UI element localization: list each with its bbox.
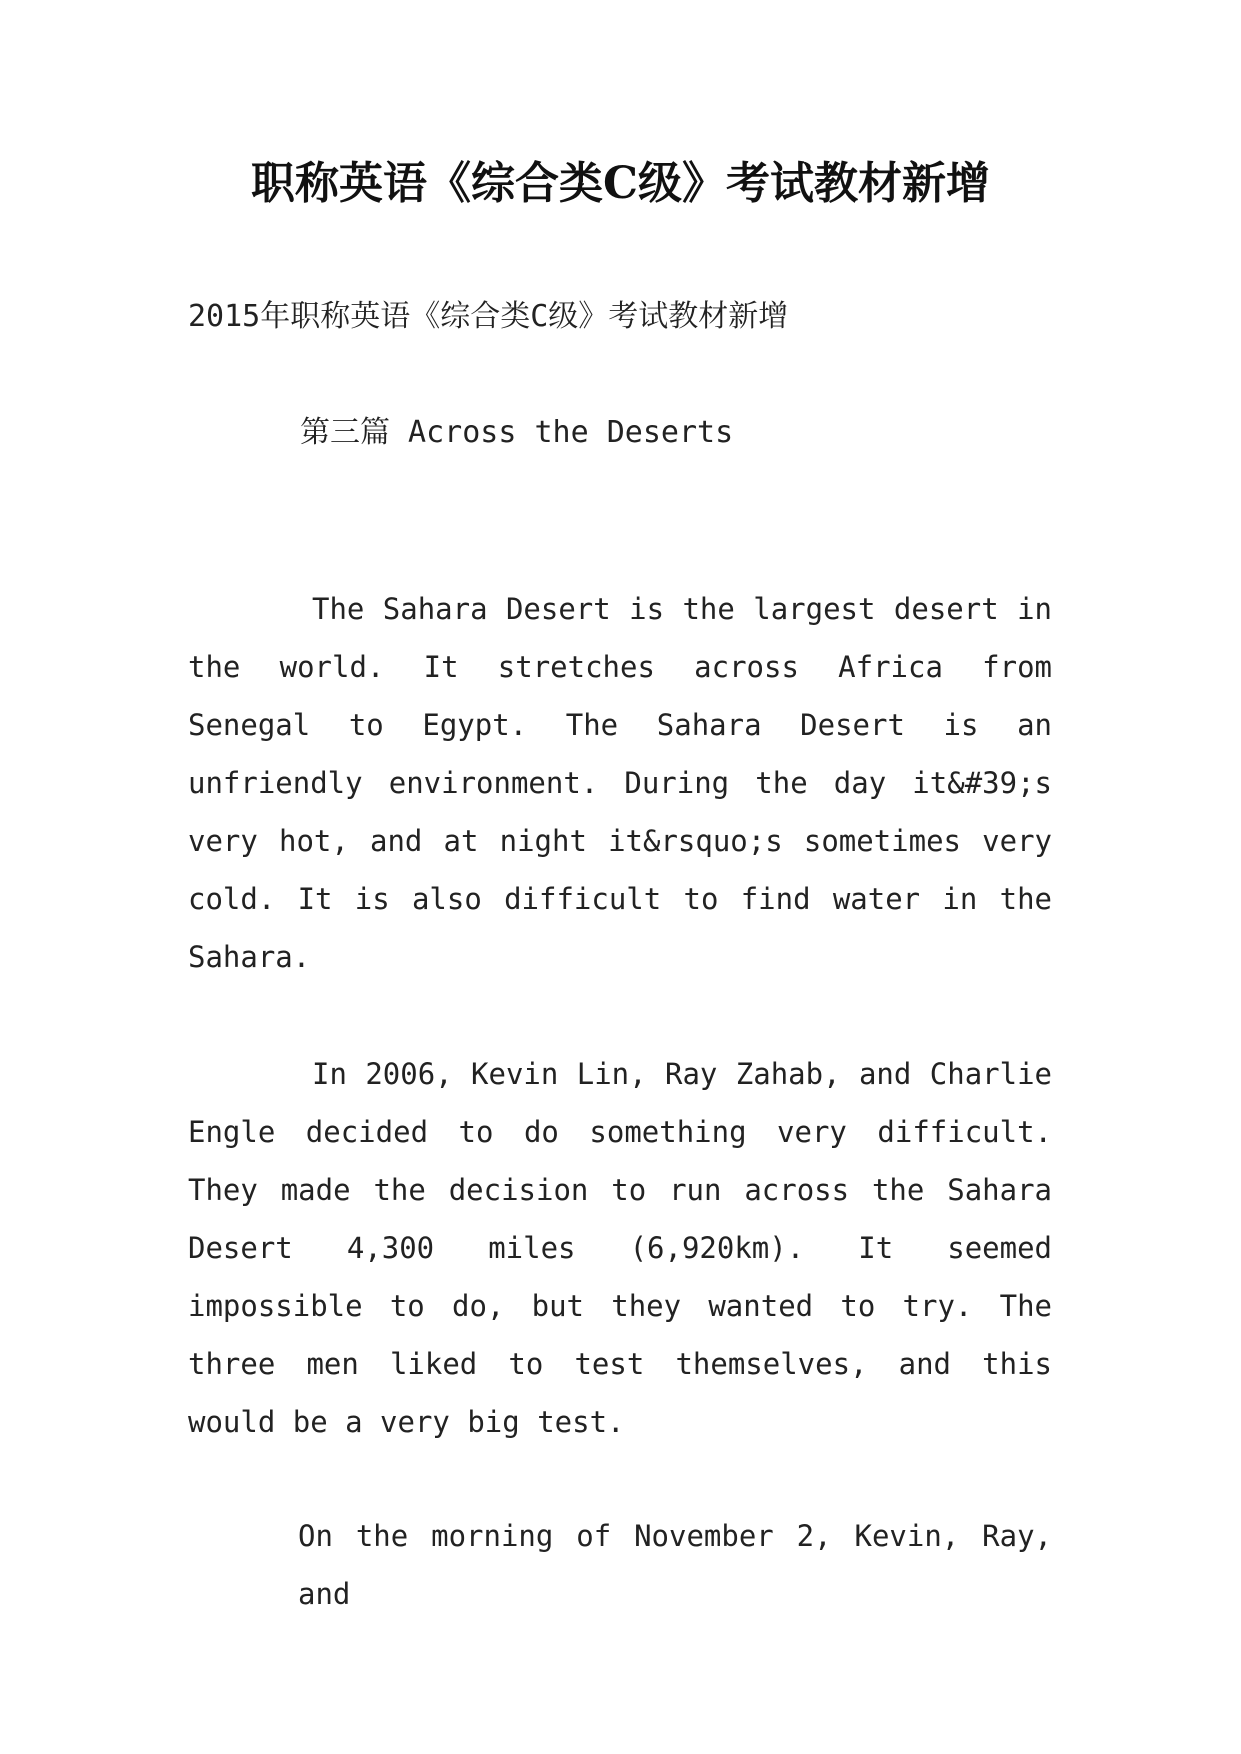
body-paragraph-1: The Sahara Desert is the largest desert in the world. It stretches across Africa from Senegal to Egypt. The Sahara Desert is an unfriendly environment. During the day it&#39;s very hot, and at night it&rsquo;s sometimes very cold. It is also difficult to find water in the Sahara. — [188, 592, 1052, 974]
body-paragraph-3: On the morning of November 2, Kevin, Ray, and — [298, 1519, 1052, 1611]
body-paragraph-2: In 2006, Kevin Lin, Ray Zahab, and Charlie Engle decided to do something very difficult. They made the decision to run across the Sahara Desert 4,300 miles (6,920km). It seemed impossible to do, but they wanted to try. The three men liked to test themselves, and this would be a very big test. — [188, 1057, 1052, 1439]
document-subtitle: 2015年职称英语《综合类C级》考试教材新增 — [188, 299, 789, 334]
document-title: 职称英语《综合类C级》考试教材新增 — [250, 158, 991, 209]
section-heading: 第三篇 Across the Deserts — [300, 415, 734, 450]
